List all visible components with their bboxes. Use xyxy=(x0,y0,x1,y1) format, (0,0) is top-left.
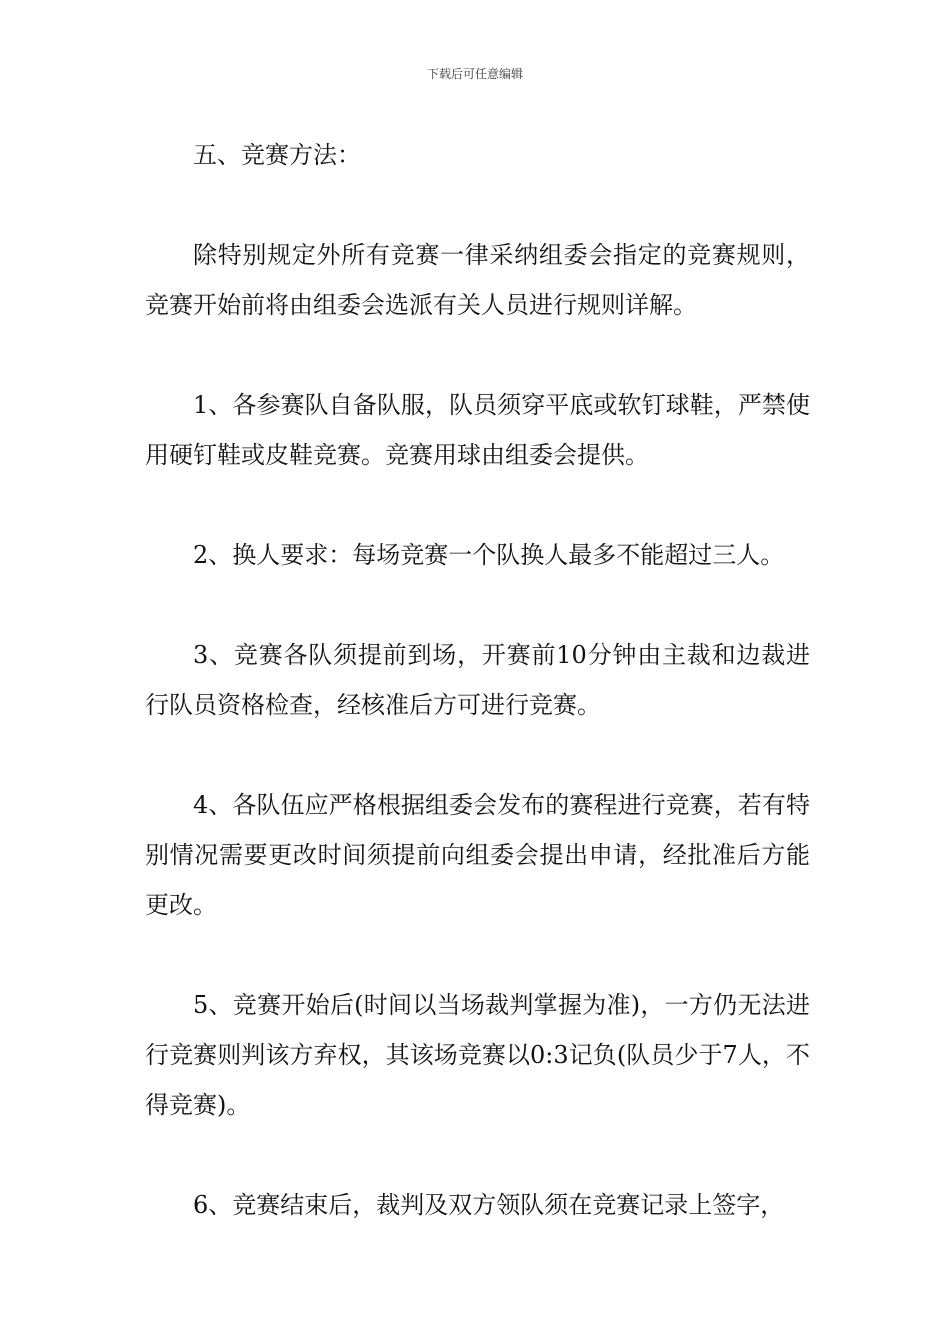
rule-item-6: 6、竞赛结束后，裁判及双方领队须在竞赛记录上签字， xyxy=(193,1191,785,1219)
section-intro-paragraph: 除特别规定外所有竞赛一律采纳组委会指定的竞赛规则，竞赛开始前将由组委会选派有关人员进行规则详解。 xyxy=(145,241,810,319)
rule-item-5: 5、竞赛开始后(时间以当场裁判掌握为准)，一方仍无法进行竞赛则判该方弃权，其该场竞赛以0:3记负(队员少于7人，不得竞赛)。 xyxy=(145,991,810,1119)
rule-item-4: 4、各队伍应严格根据组委会发布的赛程进行竞赛，若有特别情况需要更改时间须提前向组委会提出申请，经批准后方能更改。 xyxy=(145,791,810,919)
section-heading: 五、竞赛方法： xyxy=(193,141,361,169)
page-header-note: 下载后可任意编辑 xyxy=(426,67,523,81)
rule-item-2: 2、换人要求：每场竞赛一个队换人最多不能超过三人。 xyxy=(193,541,785,569)
document-body xyxy=(145,130,810,1230)
rule-item-1: 1、各参赛队自备队服，队员须穿平底或软钉球鞋，严禁使用硬钉鞋或皮鞋竞赛。竞赛用球由组委会提供。 xyxy=(145,391,810,469)
rule-item-3: 3、竞赛各队须提前到场，开赛前10分钟由主裁和边裁进行队员资格检查，经核准后方可进行竞赛。 xyxy=(145,641,810,719)
